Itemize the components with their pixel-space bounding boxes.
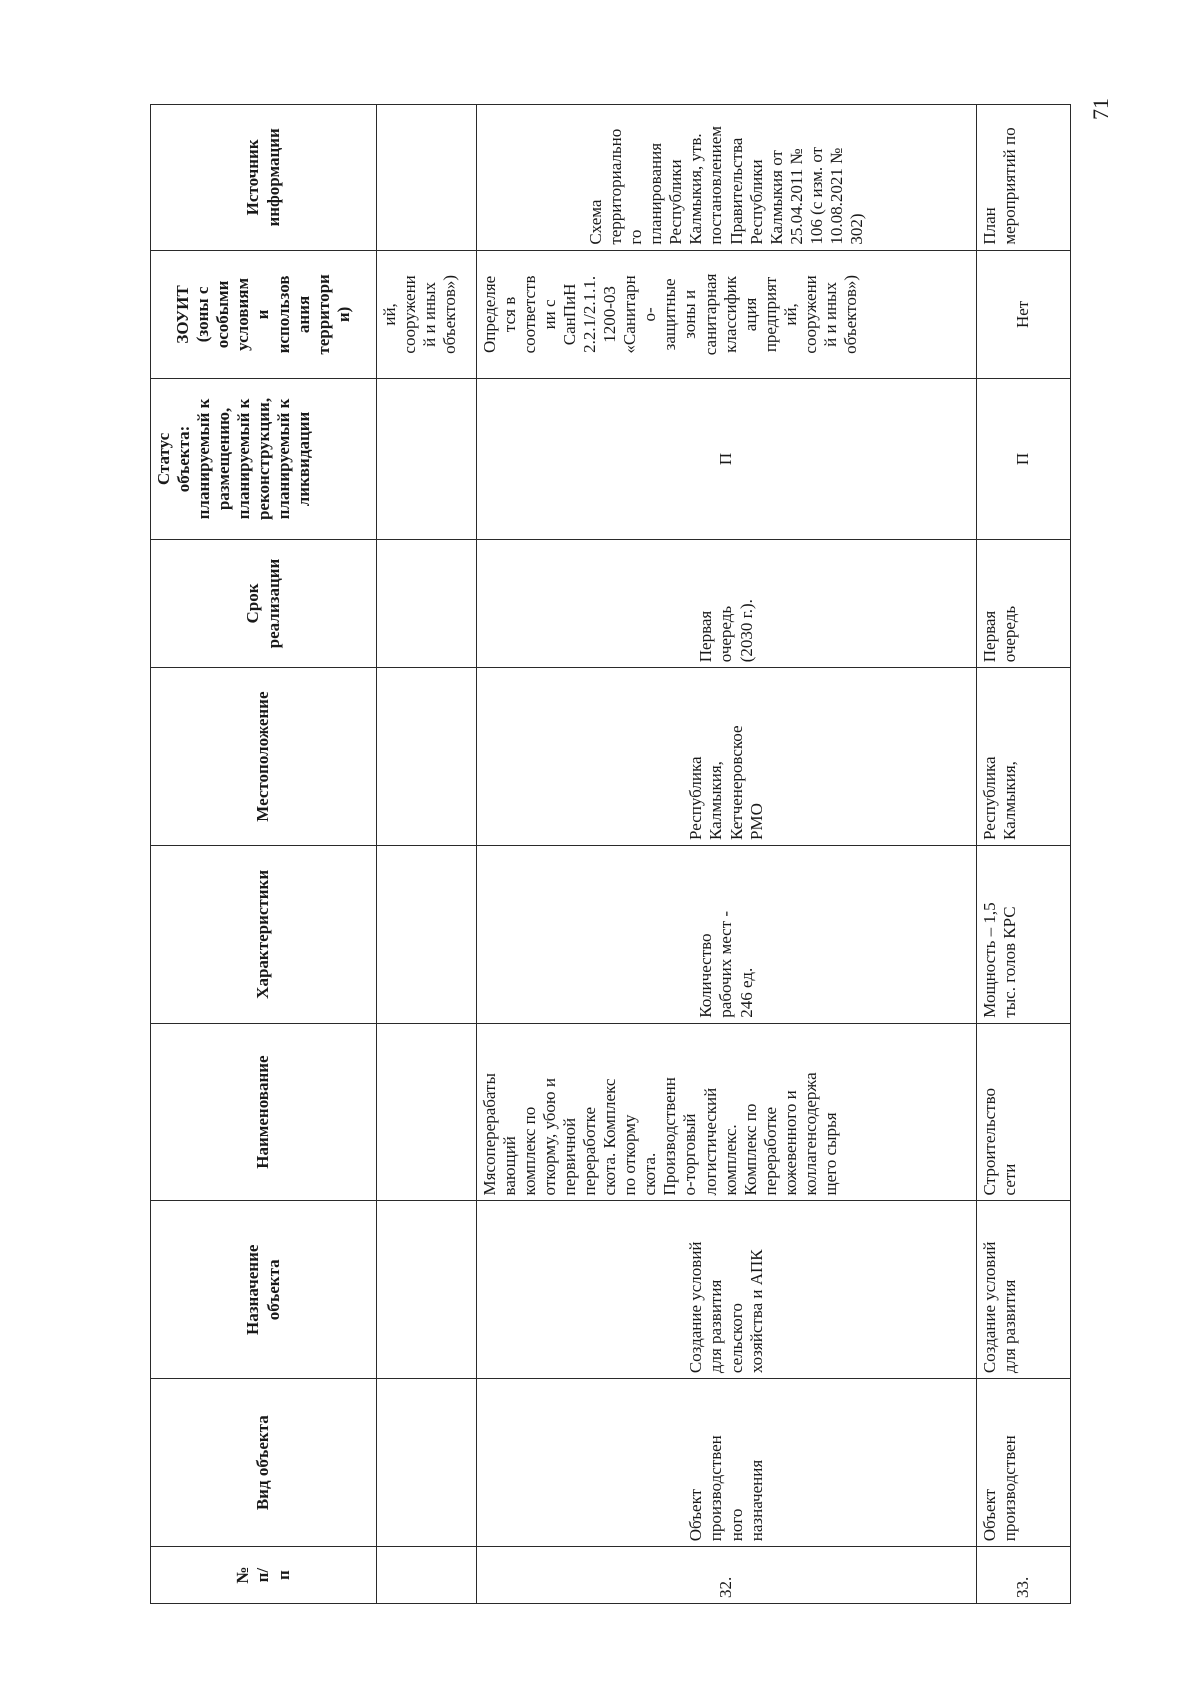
cell-location: Республика Калмыкия, Кетченеровское РМО — [477, 668, 977, 846]
cell-purpose: Создание условий для развития сельского хозяйства и АПК — [477, 1201, 977, 1379]
cell-name: Мясоперерабаты вающий комплекс по откорму, убою и первичной переработке скота. Комплекс по откорму скота. Производственн о-торговый логистический комплекс. Комплекс по переработке кожевенного и коллагенсодержа щего сырья — [477, 1023, 977, 1201]
header-location: Местоположение — [151, 668, 377, 846]
header-purpose: Назначение объекта — [151, 1201, 377, 1379]
cell-empty — [377, 539, 477, 667]
objects-table — [150, 104, 1071, 1604]
cell-empty — [377, 379, 477, 540]
header-name: Наименование — [151, 1023, 377, 1201]
header-specs: Характеристики — [151, 845, 377, 1023]
header-status: Статус объекта: планируемый к размещению, планируемый к реконструкции, планируемый к ликвидации — [151, 379, 377, 540]
table-header-row — [151, 105, 377, 1604]
header-term: Срок реализации — [151, 539, 377, 667]
cell-zouit: Определяе тся в соответств ии с СанПиН 2.2.1/2.1.1. 1200-03 «Санитарн о- защитные зоны и санитарная классифик ация предприят ий, сооружени й и иных объектов») — [477, 250, 977, 378]
header-num: № п/ п — [151, 1547, 377, 1604]
cell-source: План мероприятий по — [977, 105, 1071, 251]
cell-name: Строительство сети — [977, 1023, 1071, 1201]
cell-status: П — [977, 379, 1071, 540]
cell-location: Республика Калмыкия, — [977, 668, 1071, 846]
rotated-table-container — [150, 104, 1070, 1604]
cell-specs: Мощность – 1,5 тыс. голов КРС — [977, 845, 1071, 1023]
cell-source: Схема территориально го планирования Республики Калмыкия, утв. постановлением Правительства Республики Калмыкия от 25.04.2011 № 106 (с изм. от 10.08.2021 № 302) — [477, 105, 977, 251]
cell-purpose: Создание условий для развития — [977, 1201, 1071, 1379]
header-type: Вид объекта — [151, 1379, 377, 1547]
cell-zouit-continuation: ий, сооружени й и иных объектов») — [377, 250, 477, 378]
cell-term: Первая очередь (2030 г.). — [477, 539, 977, 667]
cell-empty — [377, 1023, 477, 1201]
table-row — [477, 105, 977, 1604]
table-row — [977, 105, 1071, 1604]
table-row-continuation — [377, 105, 477, 1604]
cell-empty — [377, 668, 477, 846]
cell-specs: Количество рабочих мест - 246 ед. — [477, 845, 977, 1023]
cell-empty — [377, 105, 477, 251]
cell-type: Объект производствен ного назначения — [477, 1379, 977, 1547]
header-zouit: ЗОУИТ (зоны с особыми условиям и использов ания территори и) — [151, 250, 377, 378]
page-number: 71 — [1088, 98, 1113, 120]
header-source: Источник информации — [151, 105, 377, 251]
cell-empty — [377, 1201, 477, 1379]
cell-num: 33. — [977, 1547, 1071, 1604]
cell-term: Первая очередь — [977, 539, 1071, 667]
cell-empty — [377, 1379, 477, 1547]
cell-empty — [377, 1547, 477, 1604]
cell-empty — [377, 845, 477, 1023]
cell-num: 32. — [477, 1547, 977, 1604]
cell-status: П — [477, 379, 977, 540]
cell-zouit: Нет — [977, 250, 1071, 378]
cell-type: Объект производствен — [977, 1379, 1071, 1547]
